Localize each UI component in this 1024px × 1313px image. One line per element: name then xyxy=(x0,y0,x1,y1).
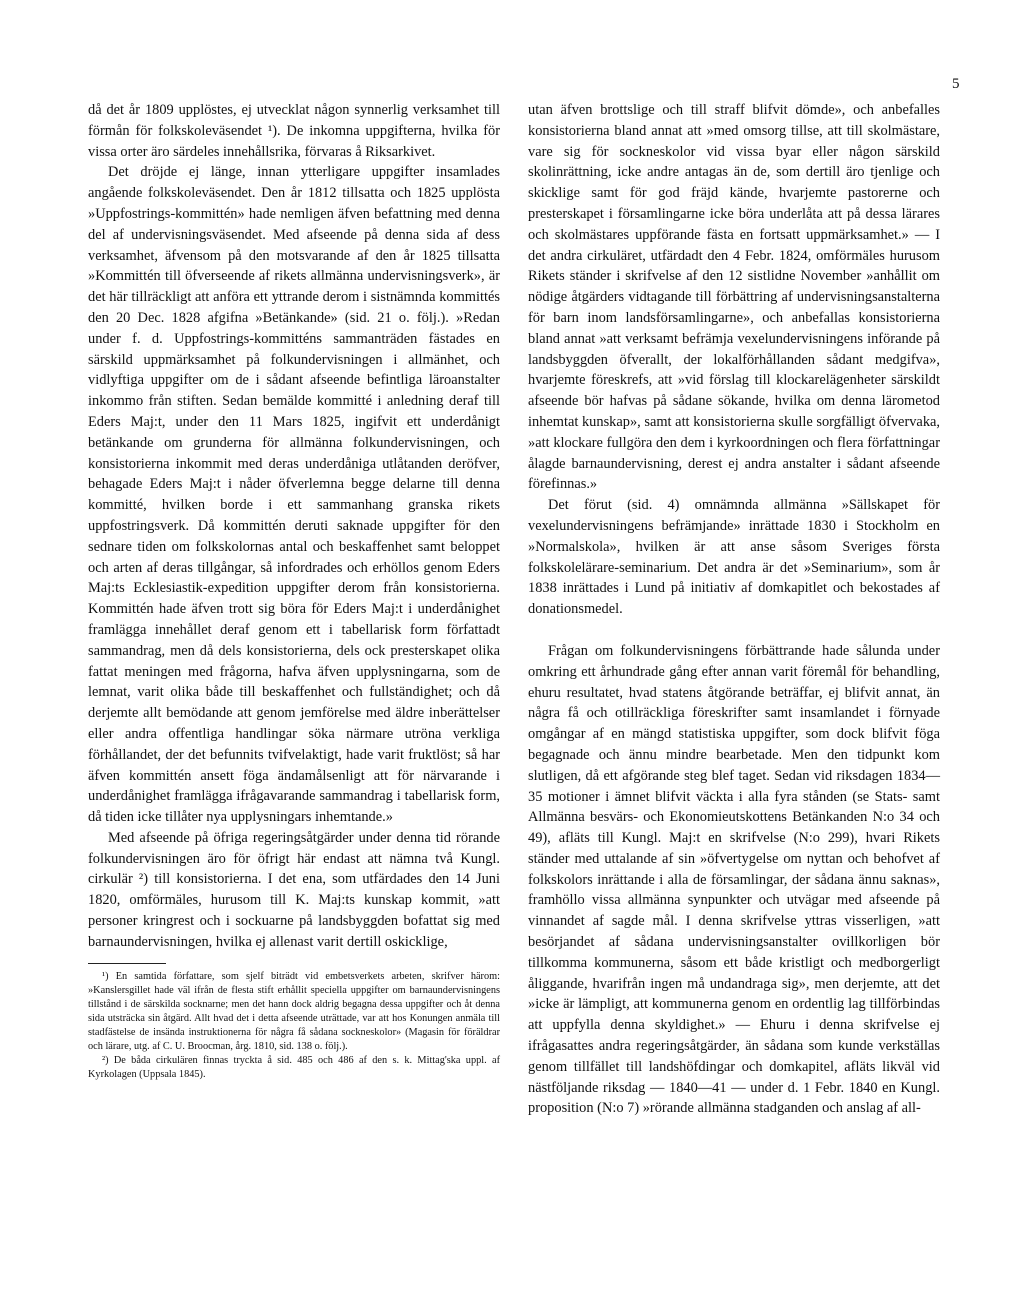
left-column-text xyxy=(88,100,500,953)
right-column-text xyxy=(528,100,940,1119)
paragraph: då det år 1809 upplöstes, ej utvecklat någon synnerlig verksamhet till förmån för folkskoleväsendet ¹). De inkomna uppgifterna, hvilka för vissa orter äro särdeles innehållsrika, förvaras å Riksarkivet. xyxy=(88,102,500,160)
paragraph: Frågan om folkundervisningens förbättrande hade sålunda under omkring ett århundrade gång efter annan varit föremål för behandling, ehuru resultatet, hvad statens åtgörande beträffar, ej blifvit annat, än några få och otillräckliga föreskrifter samt insamlandet i förnyade omgångar af en mängd statistiska uppgifter, som dock blifvit föga begagnade och ännu mindre bearbetade. Men den tidpunkt kom slutligen, då ett afgörande steg blef taget. Sedan vid riksdagen 1834—35 motioner i ämnet blifvit väckta i alla fyra stånden (se Stats- samt Allmänna besvärs- och Ekonomieutskottens Betänkanden N:o 34 och 49), afläts till Kungl. Maj:t en skrifvelse (N:o 299), hvari Rikets ständer med uttalande af sin »öfvertygelse om nyttan och behofvet af folkskolors inrättande i alla de församlingar, der sådana ännu saknas», framhöllo vissa allmänna synpunkter och utvägar med afseende på vinnandet af sagde mål. I denna skrifvelse yttras visserligen, »att besörjandet af sådana undervisningsanstalter ovillkorligen bör tillkomma kommunerna, såsom ett både kristligt och medborgerligt åliggande, hvarifrån ingen må undandraga sig», men derjemte, att det »icke är lämpligt, att kommunerna genom en ordentlig lag tillförbindas att uppfylla denna skyldighet.» — Ehuru i denna skrifvelse ej ifrågasattes andra regeringsåtgärder, än sådana som kunde verkställas genom tillfället till landshöfdingar och domkapitel, afläts likväl vid nästföljande riksdag — 1840—41 — under d. 1 Febr. 1840 en Kungl. proposition (N:o 7) »rörande allmänna stadganden och anslag af all- xyxy=(528,642,940,1117)
left-column xyxy=(88,100,500,1082)
page-number: 5 xyxy=(952,76,960,92)
footnote-divider xyxy=(88,963,166,964)
footnotes xyxy=(88,970,500,1082)
paragraph: Med afseende på öfriga regeringsåtgärder under denna tid rörande folkundervisningen äro för öfrigt här endast att nämna två Kungl. cirkulär ²) till konsistorierna. I det ena, som utfärdades den 14 Juni 1820, omförmäles, hurusom till K. Maj:ts kunskap kommit, »att personer kringrest och i sockuarne på landsbyggden bofattat sig med barnaundervisningen, hvilka ej allenast varit dertill oskicklige, xyxy=(88,829,500,950)
right-column xyxy=(528,100,940,1119)
footnote-2: ²) De båda cirkulären finnas tryckta å sid. 485 och 486 af den s. k. Mittag'ska uppl. af Kyrkolagen (Uppsala 1845). xyxy=(88,1054,500,1080)
paragraph: Det förut (sid. 4) omnämnda allmänna »Sällskapet för vexelundervisningens befrämjande» inrättade 1830 i Stockholm en »Normalskola», hvilken är att anse såsom Sveriges första folkskolelärare-seminarium. Det andra är det »Seminarium», som år 1838 inrättades i Lund på initiativ af domkapitlet och bekostades af donationsmedel. xyxy=(528,497,940,618)
footnote-1: ¹) En samtida författare, som sjelf biträdt vid embetsverkets arbeten, skrifver härom: »Kanslersgillet hade väl ifrån de flesta stift erhållit speciella uppgifter om barnaundervisningens tillstånd i de särskilda socknarne; men det hann dock aldrig begagna dessa uppgifter och åt denna sida utsträcka sin åtgärd. Allt hvad det i detta afseende uträttade, var att hos Konungen anmäla till stadfästelse de insända instruktionerna för några få sådana sockneskolor» (Magasin för föräldrar och lärare, utg. af C. U. Broocman, årg. 1810, sid. 138 o. följ.). xyxy=(88,970,500,1052)
paragraph: utan äfven brottslige och till straff blifvit dömde», och anbefalles konsistorierna bland annat att »med omsorg tillse, att till skolmästare, vare sig för sockneskolor vid vissa byar eller någon särskild skolinrättning, icke andre antagas än de, som dertill äro tjenlige och skicklige samt för god fräjd kände, hvarjemte pastorerne och presterskapet i församlingarne icke böra underlåta att på dessa lärares och skolmästares uppförande fästa en fortsatt uppmärksamhet.» — I det andra cirkuläret, utfärdadt den 4 Febr. 1824, omförmäles hurusom Rikets ständer i skrifvelse af den 12 sistlidne November »anhållit om nödige åtgärders vidtagande till förbättring af undervisningsanstalterna för barn inom landsförsamlingarne», och anbefallas konsistorierna bland annat »att verksamt befrämja vexelundervisningens införande på landsbyggden öfverallt, der lokalförhållanden sådant medgifva», hvarjemte föreskrefs, att »vid förslag till klockarelägenheter särskildt afseende bör hafvas på sådane sökande, hvilka om denna lärometod inhemtat kunskap», samt att konsistorierna skulle sorgfälligt öfvervaka, »att klockare fullgöra den dem i kyrkoordningen och flera författningar ålagde barnaundervisning, derest ej andra anstalter i sådant afseende förefinnas.» xyxy=(528,102,940,493)
paragraph: Det dröjde ej länge, innan ytterligare uppgifter insamlades angående folkskoleväsendet. Den år 1812 tillsatta och 1825 upplösta »Uppfostrings-kommittén» hade nemligen äfven befattning med denna del af undervisningsväsendet. Med afseende på denna sida af dess verksamhet, äfvensom på den motsvarande af den år 1825 tillsatta »Kommittén till öfverseende af rikets allmänna undervisningsverk», är det här tillräckligt att anföra ett yttrande derom i sistnämnda kommittés den 20 Dec. 1828 afgifna »Betänkande» (sid. 21 o. följ.). »Redan under f. d. Uppfostrings-kommitténs sammanträden fästades en särskild uppmärksamhet på folkundervisningen i allmänhet, och vidlyftiga uppgifter om de i sådant afseende befintliga läroanstalter inkommo från stiften. Sedan bemälde kommitté i anledning deraf till Eders Maj:t, under den 11 Mars 1825, ingifvit ett underdånigt betänkande om grunderna för allmänna folkundervisningen, och konsistorierna inkommit med deras underdåniga utlåtanden deröfver, behagade Eders Maj:t i nåder öfverlemna begge delarne till denna kommitté, hvilken borde i ett sammanhang granska rikets uppfostringsverk. Då kommittén deruti saknade uppgifter för den sednare tiden om folkskolornas antal och beskaffenhet samt beloppet och arten af deras tillgångar, så infordrades och erhöllos genom Eders Maj:ts Ecklesiastik-expedition uppgifter derom från konsistorierna. Kommittén hade äfven trott sig böra för Eders Maj:t i underdånighet framlägga innehållet deraf genom ett i tabellarisk form författadt sammandrag, men då dels konsistorierna, dels ock presterskapet olika fattat meningen med frågorna, hafva äfven upplysningarna, som de lemnat, varit olika både till beskaffenhet och fullständighet; och då derjemte allt bemödande att genom jemförelse med äldre inberättelser eller andra offentliga handlingar söka närmare utröna verkliga förhållandet, der det befunnits tvifvelaktigt, hade varit fruktlöst; så har äfven kommittén ansett föga ändamålsenligt att för närvarande i underdånighet framlägga ifrågavarande sammandrag i tabellarisk form, då tiden icke tillåter nya upplysningars inhemtande.» xyxy=(88,164,500,826)
